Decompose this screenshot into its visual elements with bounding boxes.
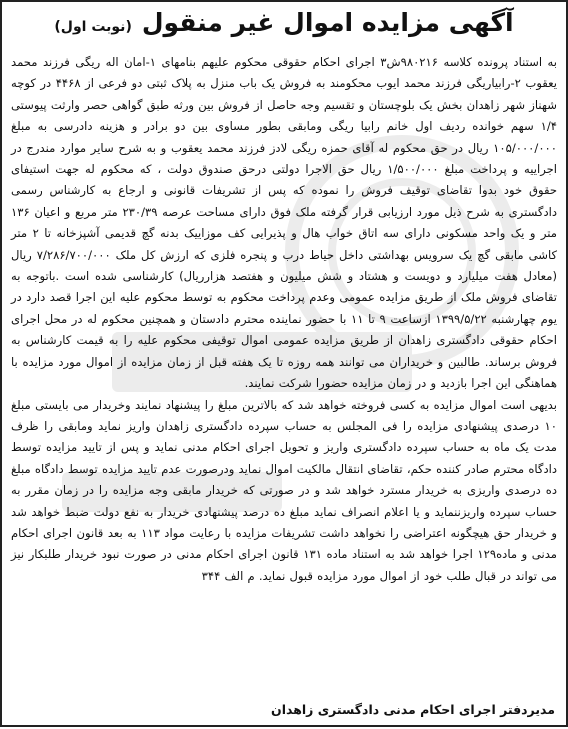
notice-round: (نوبت اول) (54, 19, 132, 35)
notice-signature: مدیردفتر اجرای احکام مدنی دادگستری زاهدان (271, 702, 555, 717)
notice-header (11, 8, 557, 48)
notice-paragraph-1: به استناد پرونده کلاسه ۹۸۰۲۱۶ش۳ اجرای احکام حقوقی محکوم علیهم بنامهای ۱-امان اله ریگی فرزند محمد یعقوب ۲-رابیاریگی فرزند محمد ایوب محکومند به فروش یک باب منزل به پلاک ثبتی دو فرعی از ۴۴۶۸ در کوچه شهناز شهر زاهدان بخش یک بلوچستان و تقسیم وجه حاصل از فروش بین ورثه طبق گواهی حصر وارثت پیوستی ۱/۴ سهم خوانده ردیف اول خانم رابیا ریگی ومابقی بطور مساوی بین دو برادر و هزینه دادرسی به مبلغ ۱۰۵/۰۰۰/۰۰۰ ریال در حق محکوم له آقای حمزه ریگی لادز فرزند محمد یعقوب و به شرح سایر موارد مندرج در اجراییه و پرداخت مبلغ ۱/۵۰۰/۰۰۰ ریال حق الاجرا دولتی درحق صندوق دولت ، که محکوم له جهت استیفای حقوق خود بدوا تقاضای توقیف فروش را نموده که پس از تشریفات قانونی و ارجاع به کارشناس رسمی دادگستری به شرح ذیل مورد ارزیابی قرار گرفته ملک فوق دارای مساحت عرصه ۲۳۰/۳۹ متر مربع و اعیان ۱۳۶ متر و یک واحد مسکونی دارای سه اتاق خواب هال و پذیرایی کف موزاییک بدنه گچ قدیمی آشپزخانه تا ۲ متر کاشی مابقی گچ یک سرویس بهداشتی داخل حیاط درب و پنجره فلزی که ارزش کل ملک ۷/۲۸۶/۷۰۰/۰۰۰ ریال (معادل هفت میلیارد و دویست و هشتاد و شش میلیون و هفتصد هزارریال) کارشناسی شده است .باتوجه به تقاضای فروش ملک از طریق مزایده عمومی وعدم پرداخت محکوم به توسط محکوم علیه این اجرا قصد دارد در یوم چهارشنبه ۱۳۹۹/۵/۲۲ ازساعت ۹ تا ۱۱ با حضور نماینده محترم دادستان و همچنین محکوم له در محل اجرای احکام حقوقی دادگستری زاهدان از طریق مزایده عمومی اموال توقیفی محکوم علیه را به قیمت کارشناس به فروش برساند. طالبین و خریداران می توانند همه روزه تا یک هفته قبل از زمان مزایده از اموال مورد مزایده با هماهنگی این اجرا بازدید و در زمان مزایده حضورا شرکت نمایند. (11, 55, 558, 391)
notice-title: آگهی مزایده اموال غیر منقول (141, 8, 514, 37)
notice-body (11, 52, 557, 587)
notice-paragraph-2: بدیهی است اموال مزایده به کسی فروخته خواهد شد که بالاترین مبلغ را پیشنهاد نمایند وخریدار می بایستی مبلغ ۱۰ درصدی پیشنهادی مزایده را فی المجلس به حساب سپرده دادگستری زاهدان واریز نماید ومابقی را ظرف مدت یک ماه به حساب سپرده دادگستری واریز و تحویل اجرای احکام مدنی نماید و پس از تایید مزایده توسط دادگاه محترم صادر کننده حکم، تقاضای انتقال مالکیت اموال نماید ودرصورت عدم تایید مزایده توسط دادگاه مبلغ ده درصدی واریزی به خریدار مسترد خواهد شد و در صورتی که خریدار مابقی وجه مزایده را در زمان مقرر به حساب سپرده واریزننماید و یا اعلام انصراف نماید مبلغ ده درصد پیشنهادی خریدار به نفع دولت ضبط خواهد شد و خریدار حق هیچگونه اعتراضی را نخواهد داشت تشریفات مزایده با رعایت مواد ۱۱۳ به بعد قانون اجرای احکام مدنی و ماده۱۲۹ اجرا خواهد شد به استناد ماده ۱۳۱ قانون اجرای احکام مدنی در صورت نبود خریدار طلبکار نیز می تواند در قبال طلب خود از اموال مورد مزایده قبول نماید. م الف ۳۴۴ (11, 397, 557, 583)
